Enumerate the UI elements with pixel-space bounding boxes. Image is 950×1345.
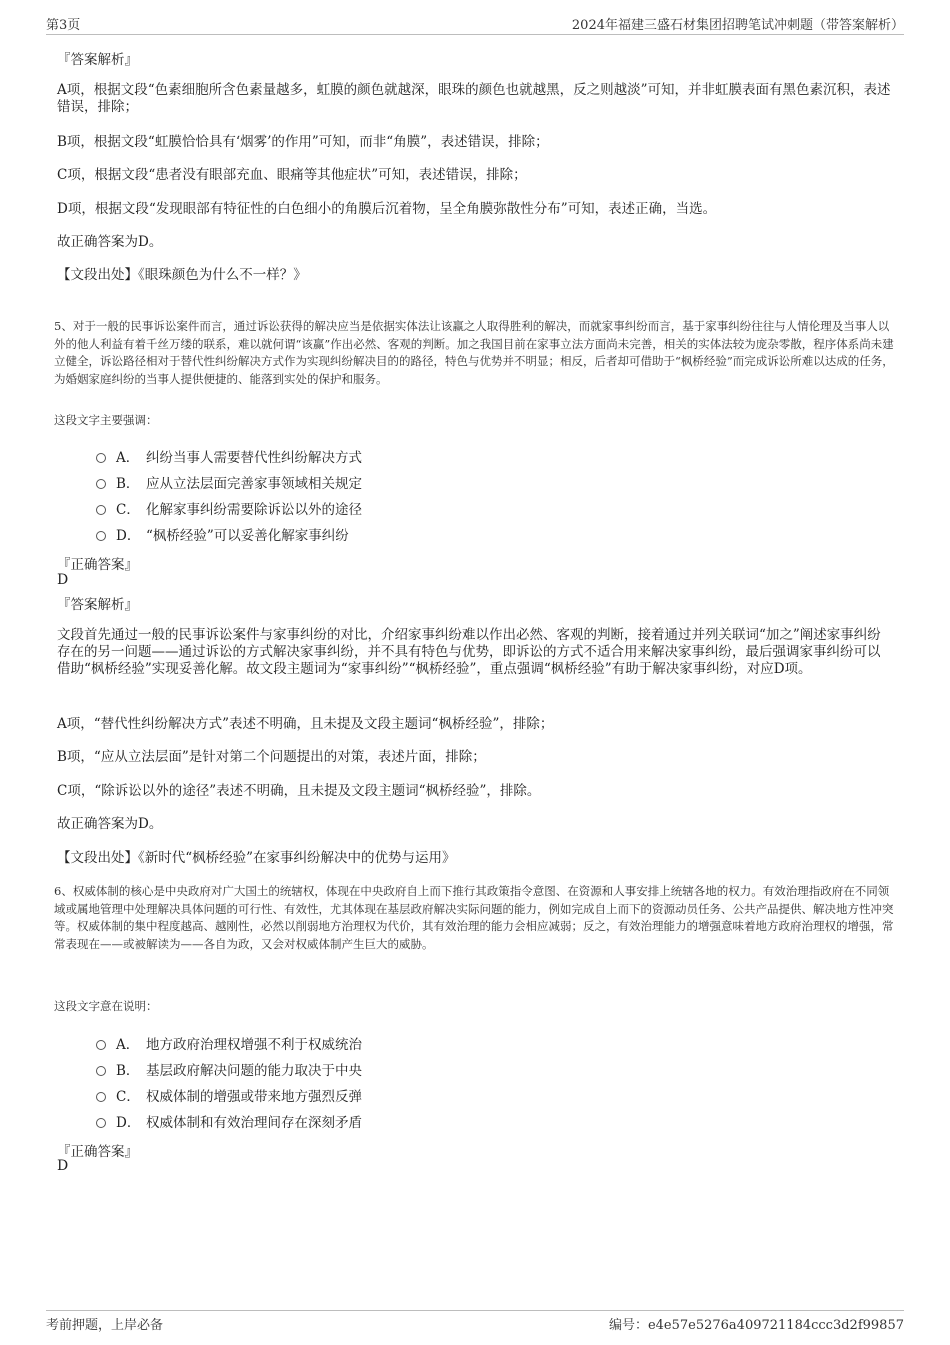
q4-conclusion: 故正确答案为D。 xyxy=(57,234,163,250)
radio-icon[interactable] xyxy=(96,1118,106,1128)
document-code: 编号：e4e57e5276a409721184ccc3d2f99857 xyxy=(608,1318,904,1333)
q5-option-c[interactable] xyxy=(96,498,362,518)
radio-icon[interactable] xyxy=(96,1092,106,1102)
q6-prompt: 这段文字意在说明： xyxy=(54,999,158,1013)
q4-analysis-a: A项，根据文段“色素细胞所含色素量越多，虹膜的颜色就越深，眼珠的颜色也就越黑，反之则越淡”可知，并非虹膜表面有黑色素沉积，表述错误，排除； xyxy=(57,82,891,115)
q6-option-c[interactable] xyxy=(96,1085,362,1105)
q4-source: 【文段出处】《眼珠颜色为什么不一样？》 xyxy=(57,267,307,283)
option-letter: B． xyxy=(116,476,140,492)
option-letter: B． xyxy=(116,1063,140,1079)
q5-stem: 5、对于一般的民事诉讼案件而言，通过诉讼获得的解决应当是依据实体法让该赢之人取得胜利的解决，而就家事纠纷而言，基于家事纠纷往往与人情伦理及当事人以外的他人利益有着千丝万缕的联系，难以就何谓“该赢”作出必然、客观的判断。加之我国目前在家事立法方面尚未完善，相关的实体法较为庞杂零散，程序体系尚未建立健全，诉讼路径相对于替代性纠纷解决方式作为实现纠纷解决目的的路径，特色与优势并不明显；相反，后者却可借助于“枫桥经验”而完成诉讼所难以达成的任务，为婚姻家庭纠纷的当事人提供便捷的、能落到实处的保护和服务。 xyxy=(54,319,894,386)
q5-conclusion: 故正确答案为D。 xyxy=(57,816,163,832)
radio-icon[interactable] xyxy=(96,1040,106,1050)
option-text: 权威体制和有效治理间存在深刻矛盾 xyxy=(146,1115,362,1131)
radio-icon[interactable] xyxy=(96,531,106,541)
option-letter: D． xyxy=(116,528,141,544)
q4-analysis-label: 『答案解析』 xyxy=(57,52,138,68)
option-letter: A． xyxy=(116,450,140,466)
option-text: “枫桥经验”可以妥善化解家事纠纷 xyxy=(146,528,349,544)
option-text: 化解家事纠纷需要除诉讼以外的途径 xyxy=(146,502,362,518)
q5-option-d[interactable] xyxy=(96,524,349,544)
q4-analysis-b: B项，根据文段“虹膜恰恰具有‘烟雾’的作用”可知，而非“角膜”，表述错误，排除； xyxy=(57,134,549,150)
option-text: 纠纷当事人需要替代性纠纷解决方式 xyxy=(146,450,362,466)
page-number: 第3页 xyxy=(46,18,81,33)
option-letter: C． xyxy=(116,1089,140,1105)
q5-answer: D xyxy=(57,572,69,588)
option-letter: C． xyxy=(116,502,140,518)
q4-analysis-d: D项，根据文段“发现眼部有特征性的白色细小的角膜后沉着物，呈全角膜弥散性分布”可知，表述正确，当选。 xyxy=(57,201,717,217)
q6-answer: D xyxy=(57,1158,69,1174)
option-letter: A． xyxy=(116,1037,140,1053)
q5-option-b[interactable] xyxy=(96,472,362,492)
q6-option-d[interactable] xyxy=(96,1111,362,1131)
q6-option-b[interactable] xyxy=(96,1059,362,1079)
option-text: 权威体制的增强或带来地方强烈反弹 xyxy=(146,1089,362,1105)
q5-source: 【文段出处】《新时代“枫桥经验”在家事纠纷解决中的优势与运用》 xyxy=(57,850,456,866)
option-letter: D． xyxy=(116,1115,141,1131)
q5-analysis-c: C项，“除诉讼以外的途径”表述不明确，且未提及文段主题词“枫桥经验”，排除。 xyxy=(57,783,541,799)
q5-prompt: 这段文字主要强调： xyxy=(54,413,158,427)
q5-analysis-a: A项，“替代性纠纷解决方式”表述不明确，且未提及文段主题词“枫桥经验”，排除； xyxy=(57,716,554,732)
radio-icon[interactable] xyxy=(96,1066,106,1076)
q4-analysis-c: C项，根据文段“患者没有眼部充血、眼痛等其他症状”可知，表述错误，排除； xyxy=(57,167,527,183)
q5-analysis-b: B项，“应从立法层面”是针对第二个问题提出的对策，表述片面，排除； xyxy=(57,749,486,765)
footer-slogan: 考前押题，上岸必备 xyxy=(46,1318,164,1333)
q5-answer-label: 『正确答案』 xyxy=(57,557,138,573)
radio-icon[interactable] xyxy=(96,479,106,489)
q5-analysis-main: 文段首先通过一般的民事诉讼案件与家事纠纷的对比，介绍家事纠纷难以作出必然、客观的判断，接着通过并列关联词“加之”阐述家事纠纷存在的另一问题——通过诉讼的方式解决家事纠纷，并不具有特色与优势，即诉讼的方式不适合用来解决家事纠纷，最后强调家事纠纷可以借助“枫桥经验”实现妥善化解。故文段主题词为“家事纠纷”“枫桥经验”，重点强调“枫桥经验”有助于解决家事纠纷，对应D项。 xyxy=(57,627,881,677)
radio-icon[interactable] xyxy=(96,505,106,515)
q6-option-a[interactable] xyxy=(96,1033,362,1053)
q5-option-a[interactable] xyxy=(96,446,362,466)
radio-icon[interactable] xyxy=(96,453,106,463)
q6-stem: 6、权威体制的核心是中央政府对广大国土的统辖权，体现在中央政府自上而下推行其政策指令意图、在资源和人事安排上统辖各地的权力。有效治理指政府在不同领域或属地管理中处理解决具体问题的可行性、有效性，尤其体现在基层政府解决实际问题的能力，例如完成自上而下的资源动员任务、公共产品提供、解决地方性冲突等。权威体制的集中程度越高、越刚性，必然以削弱地方治理权为代价，其有效治理的能力会相应减弱；反之，有效治理能力的增强意味着地方政府治理权的增强，常常表现在——或被解读为——各自为政，又会对权威体制产生巨大的威胁。 xyxy=(54,884,894,951)
option-text: 地方政府治理权增强不利于权威统治 xyxy=(146,1037,362,1053)
page-footer xyxy=(46,1310,904,1335)
option-text: 基层政府解决问题的能力取决于中央 xyxy=(146,1063,362,1079)
q5-analysis-label: 『答案解析』 xyxy=(57,597,138,613)
option-text: 应从立法层面完善家事领域相关规定 xyxy=(146,476,362,492)
page-header xyxy=(46,12,904,35)
document-title: 2024年福建三盛石材集团招聘笔试冲刺题（带答案解析） xyxy=(571,18,904,33)
q6-answer-label: 『正确答案』 xyxy=(57,1144,138,1160)
